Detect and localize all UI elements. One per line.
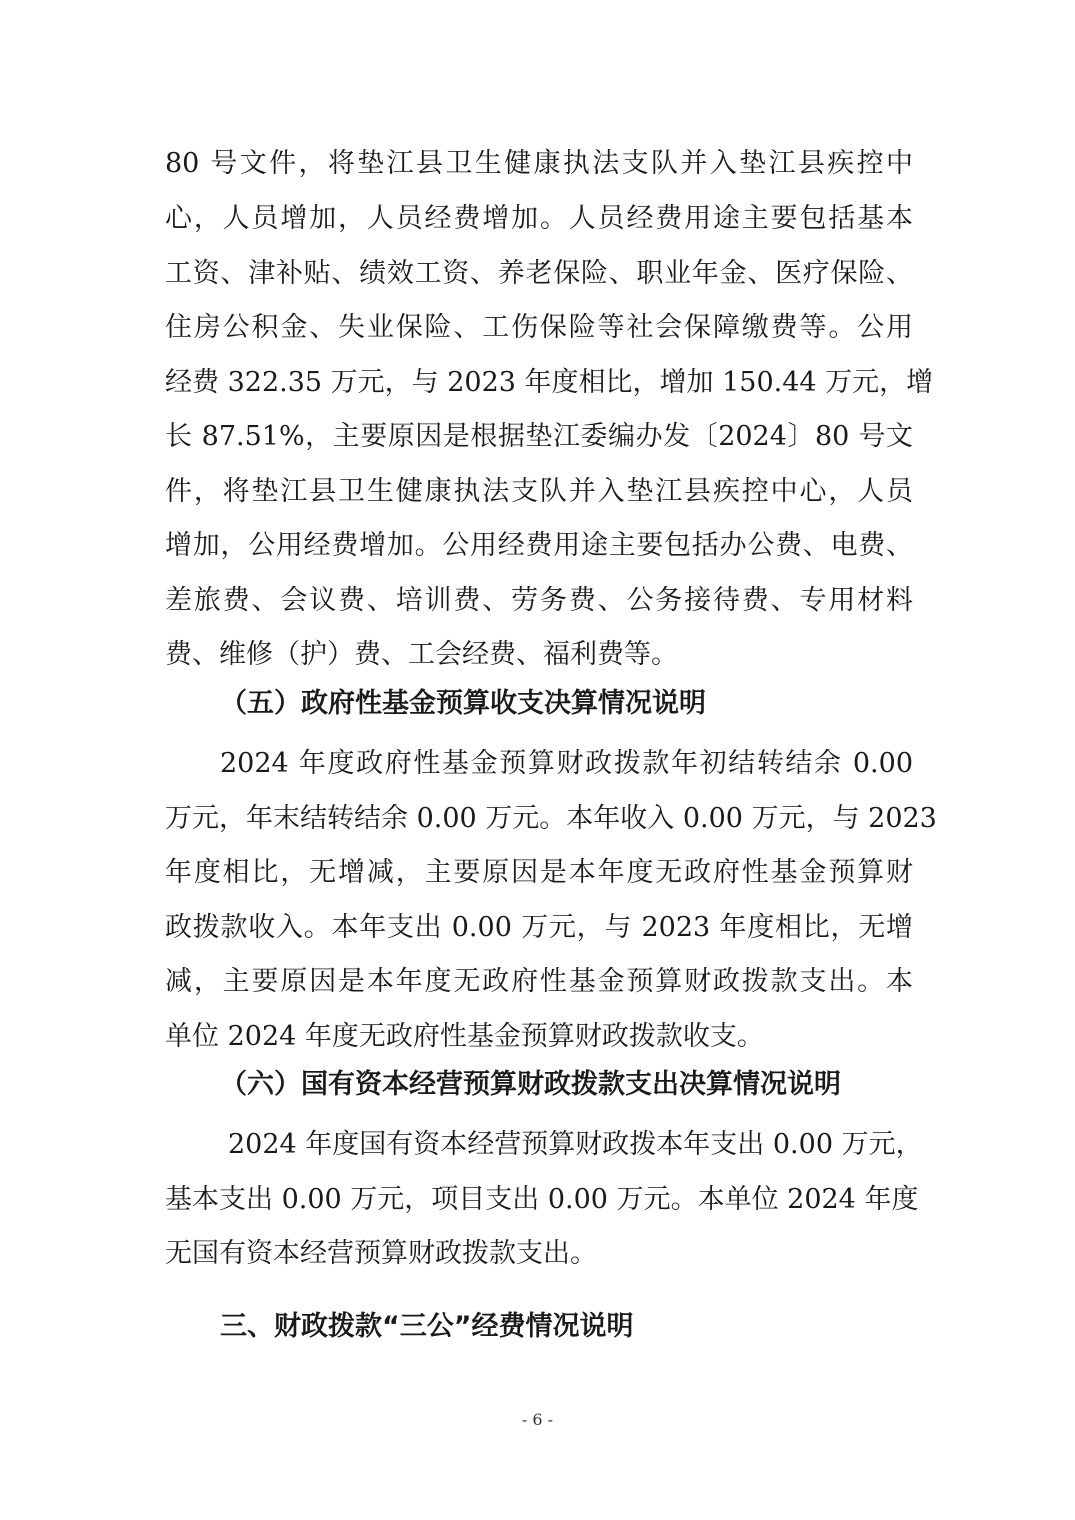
paragraph-line: 基本支出 0.00 万元，项目支出 0.00 万元。本单位 2024 年度 — [165, 1184, 919, 1215]
section-heading-6: （六）国有资本经营预算财政拨款支出决算情况说明 — [220, 1069, 841, 1100]
paragraph-line: 2024 年度国有资本经营预算财政拨本年支出 0.00 万元， — [228, 1129, 923, 1160]
paragraph-line: 无国有资本经营预算财政拨款支出。 — [165, 1238, 597, 1269]
paragraph-line: 万元，年末结转结余 0.00 万元。本年收入 0.00 万元，与 2023 — [165, 803, 937, 834]
paragraph-line: 住房公积金、失业保险、工伤保险等社会保障缴费等。公用 — [165, 312, 913, 343]
paragraph-line: 减，主要原因是本年度无政府性基金预算财政拨款支出。本 — [165, 966, 913, 997]
section-heading-5: （五）政府性基金预算收支决算情况说明 — [220, 688, 706, 719]
paragraph-line: 差旅费、会议费、培训费、劳务费、公务接待费、专用材料 — [165, 585, 913, 616]
section-heading-3: 三、财政拨款“三公”经费情况说明 — [220, 1311, 634, 1342]
paragraph-line: 长 87.51%，主要原因是根据垫江委编办发〔2024〕80 号文 — [165, 421, 913, 452]
paragraph-line: 工资、津补贴、绩效工资、养老保险、职业年金、医疗保险、 — [165, 258, 913, 289]
paragraph-line: 费、维修（护）费、工会经费、福利费等。 — [165, 639, 678, 670]
paragraph-line: 心，人员增加，人员经费增加。人员经费用途主要包括基本 — [165, 203, 913, 234]
paragraph-line: 80 号文件，将垫江县卫生健康执法支队并入垫江县疾控中 — [165, 148, 913, 179]
page-number: - 6 - — [521, 1410, 554, 1429]
paragraph-line: 件，将垫江县卫生健康执法支队并入垫江县疾控中心，人员 — [165, 476, 913, 507]
paragraph-line: 年度相比，无增减，主要原因是本年度无政府性基金预算财 — [165, 857, 913, 888]
paragraph-line: 2024 年度政府性基金预算财政拨款年初结转结余 0.00 — [220, 748, 913, 779]
paragraph-line: 单位 2024 年度无政府性基金预算财政拨款收支。 — [165, 1021, 764, 1052]
paragraph-line: 经费 322.35 万元，与 2023 年度相比，增加 150.44 万元，增 — [165, 367, 934, 398]
paragraph-line: 政拨款收入。本年支出 0.00 万元，与 2023 年度相比，无增 — [165, 912, 913, 943]
paragraph-line: 增加，公用经费增加。公用经费用途主要包括办公费、电费、 — [165, 530, 913, 561]
